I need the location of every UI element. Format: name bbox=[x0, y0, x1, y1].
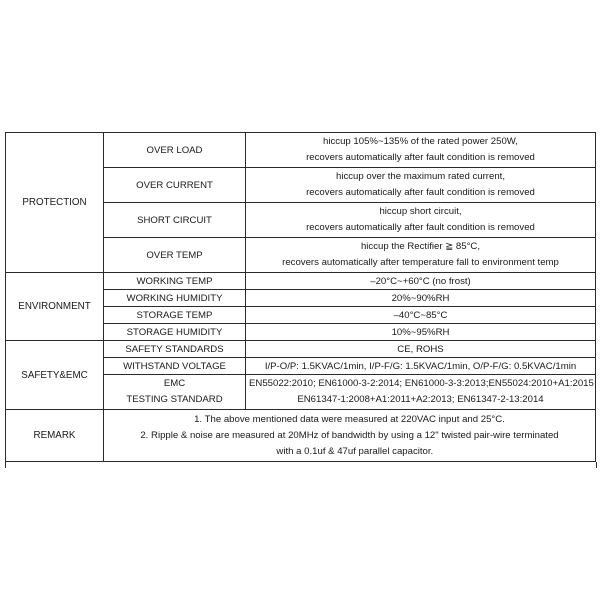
param-name: SHORT CIRCUIT bbox=[104, 203, 246, 238]
param-value: 10%~95%RH bbox=[246, 324, 596, 341]
table-tail-border bbox=[5, 462, 597, 468]
param-name: STORAGE HUMIDITY bbox=[104, 324, 246, 341]
param-value: hiccup over the maximum rated current, recovers automatically after fault condition is removed bbox=[246, 168, 596, 203]
category-environment: ENVIRONMENT bbox=[6, 273, 104, 341]
param-name: WORKING TEMP bbox=[104, 273, 246, 290]
table-row bbox=[6, 410, 596, 462]
param-value: –20°C~+60°C (no frost) bbox=[246, 273, 596, 290]
param-name: EMC TESTING STANDARD bbox=[104, 375, 246, 410]
table-row bbox=[6, 133, 596, 168]
param-name: WORKING HUMIDITY bbox=[104, 290, 246, 307]
param-value: –40°C~85°C bbox=[246, 307, 596, 324]
param-value: CE, ROHS bbox=[246, 341, 596, 358]
param-name: WITHSTAND VOLTAGE bbox=[104, 358, 246, 375]
param-name: OVER TEMP bbox=[104, 238, 246, 273]
category-safety-emc: SAFETY&EMC bbox=[6, 341, 104, 410]
param-value: hiccup short circuit, recovers automatically after fault condition is removed bbox=[246, 203, 596, 238]
spec-table bbox=[5, 132, 596, 462]
category-protection: PROTECTION bbox=[6, 133, 104, 273]
param-value: I/P-O/P: 1.5KVAC/1min, I/P-F/G: 1.5KVAC/1min, O/P-F/G: 0.5KVAC/1min bbox=[246, 358, 596, 375]
table-row bbox=[6, 273, 596, 290]
param-value: 20%~90%RH bbox=[246, 290, 596, 307]
param-value: EN55022:2010; EN61000-3-2:2014; EN61000-3-3:2013;EN55024:2010+A1:2015 EN61347-1:2008+A1:2011+A2:2013; EN61347-2-13:2014 bbox=[246, 375, 596, 410]
category-remark: REMARK bbox=[6, 410, 104, 462]
remark-text: 1. The above mentioned data were measured at 220VAC input and 25°C. 2. Ripple & noise are measured at 20MHz of bandwidth by using a 12" twisted pair-wire terminated with a 0.1uf & 47uf parallel capacitor. bbox=[104, 410, 596, 462]
param-name: STORAGE TEMP bbox=[104, 307, 246, 324]
param-value: hiccup the Rectifier ≧ 85°C, recovers automatically after temperature fall to environment temp bbox=[246, 238, 596, 273]
param-name: OVER LOAD bbox=[104, 133, 246, 168]
param-name: SAFETY STANDARDS bbox=[104, 341, 246, 358]
table-row bbox=[6, 341, 596, 358]
param-value: hiccup 105%~135% of the rated power 250W, recovers automatically after fault condition is removed bbox=[246, 133, 596, 168]
param-name: OVER CURRENT bbox=[104, 168, 246, 203]
